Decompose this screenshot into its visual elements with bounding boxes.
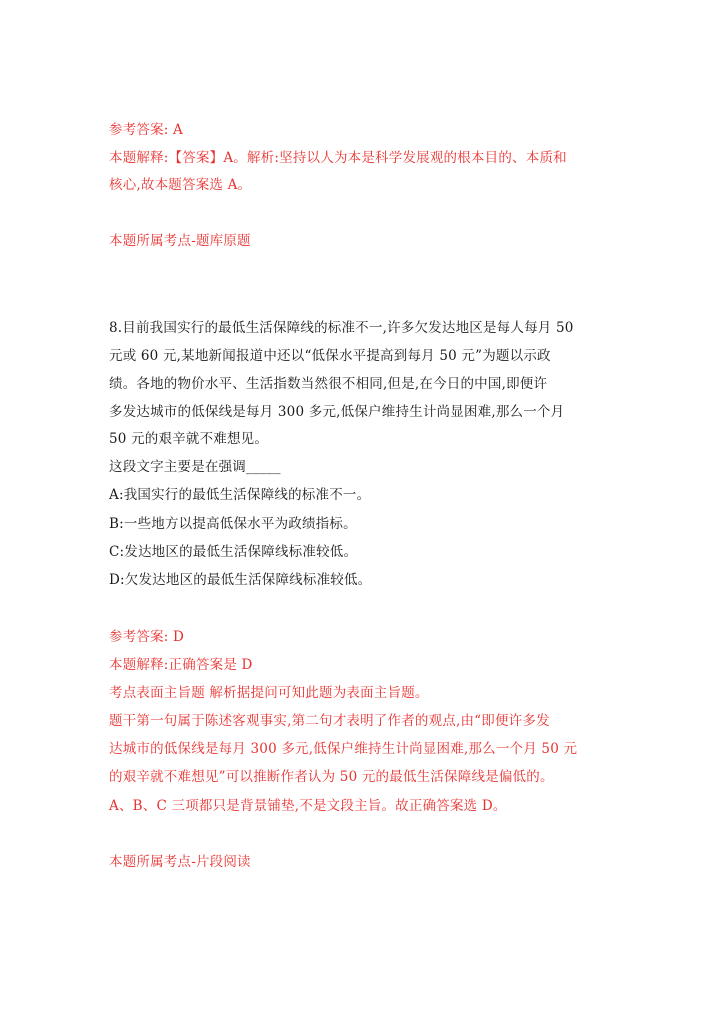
explanation-2-line-4: 达城市的低保线是每月 300 多元,低保户维持生计尚显困难,那么一个月 50 元 <box>109 741 578 757</box>
question-stem-line-1: 8.目前我国实行的最低生活保障线的标准不一,许多欠发达地区是每人每月 50 <box>109 320 574 336</box>
option-a: A:我国实行的最低生活保障线的标准不一。 <box>109 487 371 503</box>
answer-label-2: 参考答案: D <box>109 629 185 645</box>
explanation-2-line-5: 的艰辛就不难想见”可以推断作者认为 50 元的最低生活保障线是偏低的。 <box>109 769 554 785</box>
option-c: C:发达地区的最低生活保障线标准较低。 <box>109 544 358 560</box>
explanation-1-line-1: 本题解释:【答案】A。解析:坚持以人为本是科学发展观的根本目的、本质和 <box>109 150 567 166</box>
explanation-2-line-3: 题干第一句属于陈述客观事实,第二句才表明了作者的观点,由“即便许多发 <box>109 713 550 729</box>
question-stem-line-5: 50 元的艰辛就不难想见。 <box>109 431 269 447</box>
explanation-1-line-2: 核心,故本题答案选 A。 <box>109 177 252 193</box>
question-prompt: 这段文字主要是在强调_____ <box>109 459 281 475</box>
question-stem-line-3: 绩。各地的物价水平、生活指数当然很不相同,但是,在今日的中国,即便许 <box>109 376 548 392</box>
question-stem-line-2: 元或 60 元,某地新闻报道中还以“低保水平提高到每月 50 元”为题以示政 <box>109 348 551 364</box>
explanation-2-line-1: 本题解释:正确答案是 D <box>109 657 253 673</box>
topic-label-2: 本题所属考点-片段阅读 <box>109 854 251 870</box>
answer-label-1: 参考答案: A <box>109 122 183 138</box>
topic-label-1: 本题所属考点-题库原题 <box>109 233 251 249</box>
explanation-2-line-2: 考点表面主旨题 解析据提问可知此题为表面主旨题。 <box>109 685 429 701</box>
option-b: B:一些地方以提高低保水平为政绩指标。 <box>109 516 357 532</box>
option-d: D:欠发达地区的最低生活保障线标准较低。 <box>109 572 372 588</box>
question-stem-line-4: 多发达城市的低保线是每月 300 多元,低保户维持生计尚显困难,那么一个月 <box>109 404 565 420</box>
explanation-2-line-6: A、B、C 三项都只是背景铺垫,不是文段主旨。故正确答案选 D。 <box>109 798 507 814</box>
